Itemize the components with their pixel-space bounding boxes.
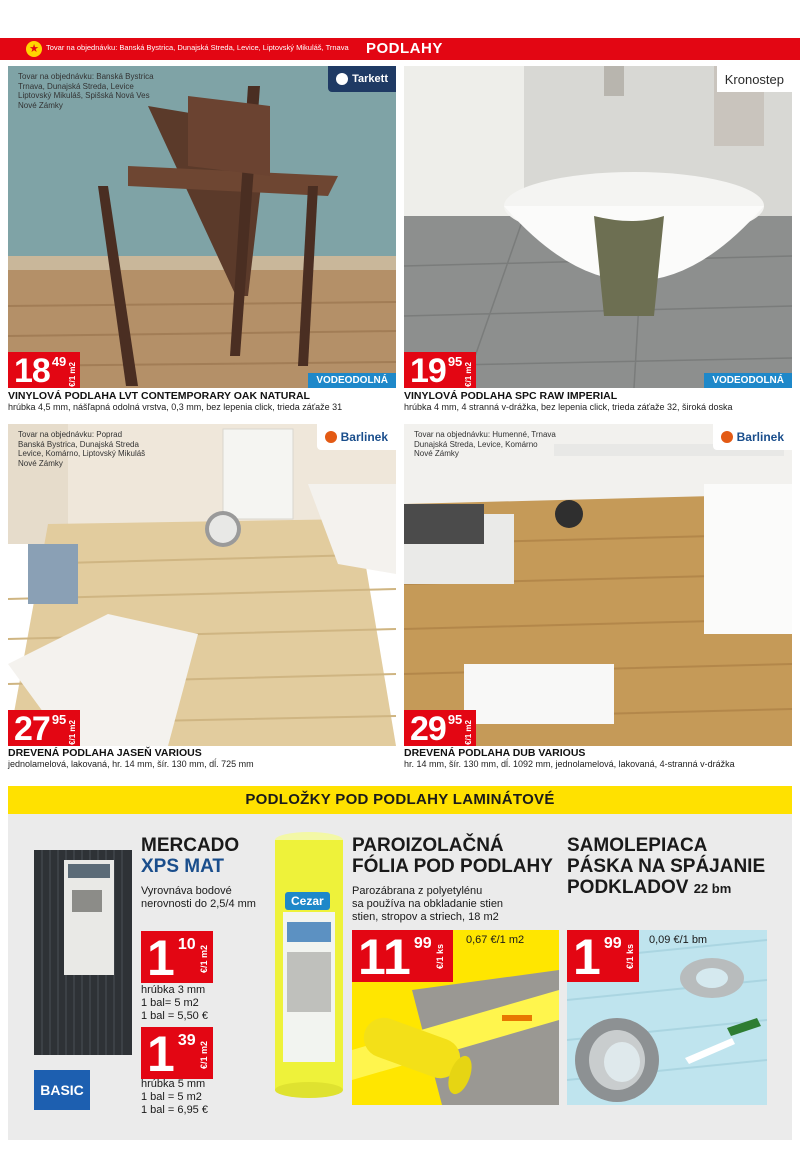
price-tag <box>8 352 80 388</box>
header-bar <box>0 38 800 60</box>
order-note: Tovar na objednávku: Poprad Banská Bystrica, Dunajská Streda Levice, Komárno, Liptovský Mikuláš Nové Zámky <box>18 430 146 468</box>
product-tile-spc-raw-imperial[interactable] <box>404 66 792 388</box>
price-tag <box>8 710 80 746</box>
tape-title: SAMOLEPIACA PÁSKA NA SPÁJANIE PODKLADOV 22 bm <box>567 835 766 898</box>
brand-logo-kronostep: Kronostep <box>717 66 792 92</box>
price-cents: 49 <box>51 354 67 369</box>
product-description: hrúbka 4 mm, 4 stranná v-drážka, bez lepenia click, trieda záťaže 32, široká doska <box>404 402 733 412</box>
product-photo <box>8 66 396 388</box>
product-description: hrúbka 4,5 mm, nášľapná odolná vrstva, 0,3 mm, bez lepenia click, trieda záťaže 31 <box>8 402 343 412</box>
price-whole: 19 <box>410 352 446 388</box>
price-unit: €/1 m2 <box>464 720 474 745</box>
order-note: Tovar na objednávku: Humenné, Trnava Dunajská Streda, Levice, Komárno Nové Zámky <box>414 430 556 458</box>
product-name: VINYLOVÁ PODLAHA SPC RAW IMPERIAL <box>404 390 618 402</box>
waterproof-badge: VODEODOLNÁ <box>704 373 792 388</box>
waterproof-badge: VODEODOLNÁ <box>308 373 396 388</box>
price-tag <box>404 352 476 388</box>
price-whole: 29 <box>410 710 446 746</box>
price-unit: €/1 m2 <box>68 720 78 745</box>
underlay-section-title: PODLOŽKY POD PODLAHY LAMINÁTOVÉ <box>8 786 792 814</box>
foil-roll-image <box>273 832 345 1102</box>
xps-mat-board-image <box>34 850 134 1055</box>
price-cents: 95 <box>447 712 463 727</box>
product-description: jednolamelová, lakovaná, hr. 14 mm, šír. 130 mm, dĺ. 725 mm <box>8 759 254 769</box>
product-tile-lvt-oak[interactable] <box>8 66 396 388</box>
order-note: Tovar na objednávku: Banská Bystrica Trnava, Dunajská Streda, Levice Liptovský Mikuláš, Spišská Nová Ves Nové Zámky <box>18 72 154 110</box>
product-tile-dub-various[interactable] <box>404 424 792 746</box>
barlinek-logo-icon <box>721 431 733 443</box>
mercado-price-5mm: 1 39 €/1 m2 <box>141 1027 213 1079</box>
tape-price: 1 99 €/1 ks <box>567 930 639 982</box>
price-unit: €/1 m2 <box>464 362 474 387</box>
price-cents: 95 <box>51 712 67 727</box>
product-photo <box>404 424 792 746</box>
product-name: DREVENÁ PODLAHA DUB VARIOUS <box>404 747 586 759</box>
product-description: hr. 14 mm, šír. 130 mm, dĺ. 1092 mm, jednolamelová, lakovaná, 4-stranná v-drážka <box>404 759 735 769</box>
tape-unit-price: 0,09 €/1 bm <box>649 934 708 946</box>
page-title: PODLAHY <box>366 40 443 57</box>
brand-logo-tarkett: Tarkett <box>328 66 396 92</box>
star-icon: ★ <box>26 41 42 57</box>
basic-badge: BASIC <box>34 1070 90 1110</box>
barlinek-logo-icon <box>325 431 337 443</box>
mercado-spec-3mm: hrúbka 3 mm 1 bal= 5 m2 1 bal = 5,50 € <box>141 984 208 1022</box>
brand-logo-barlinek: Barlinek <box>317 424 396 450</box>
price-tag <box>404 710 476 746</box>
mercado-price-3mm: 1 10 €/1 m2 <box>141 931 213 983</box>
product-tile-jasen-various[interactable] <box>8 424 396 746</box>
price-cents: 95 <box>447 354 463 369</box>
price-whole: 27 <box>14 710 50 746</box>
foil-price: 11 99 €/1 ks <box>352 930 453 982</box>
header-order-note: Tovar na objednávku: Banská Bystrica, Dunajská Streda, Levice, Liptovský Mikuláš, Trnava <box>46 43 349 52</box>
cezar-logo: Cezar <box>285 892 330 910</box>
product-photo <box>8 424 396 746</box>
mercado-title: MERCADO XPS MAT <box>141 835 240 877</box>
price-whole: 18 <box>14 352 50 388</box>
foil-unit-price: 0,67 €/1 m2 <box>466 934 525 946</box>
product-name: DREVENÁ PODLAHA JASEŇ VARIOUS <box>8 747 202 759</box>
product-photo <box>404 66 792 388</box>
brand-logo-barlinek: Barlinek <box>713 424 792 450</box>
mercado-description: Vyrovnáva bodové nerovnosti do 2,5/4 mm <box>141 885 256 910</box>
product-name: VINYLOVÁ PODLAHA LVT CONTEMPORARY OAK NATURAL <box>8 390 310 402</box>
tarkett-logo-icon <box>336 73 348 85</box>
foil-description: Parozábrana z polyetylénu sa používa na obkladanie stien stien, stropov a striech, 18 m2 <box>352 885 504 923</box>
foil-title: PAROIZOLAČNÁ FÓLIA POD PODLAHY <box>352 835 553 877</box>
mercado-spec-5mm: hrúbka 5 mm 1 bal = 5 m2 1 bal = 6,95 € <box>141 1078 208 1116</box>
price-unit: €/1 m2 <box>68 362 78 387</box>
